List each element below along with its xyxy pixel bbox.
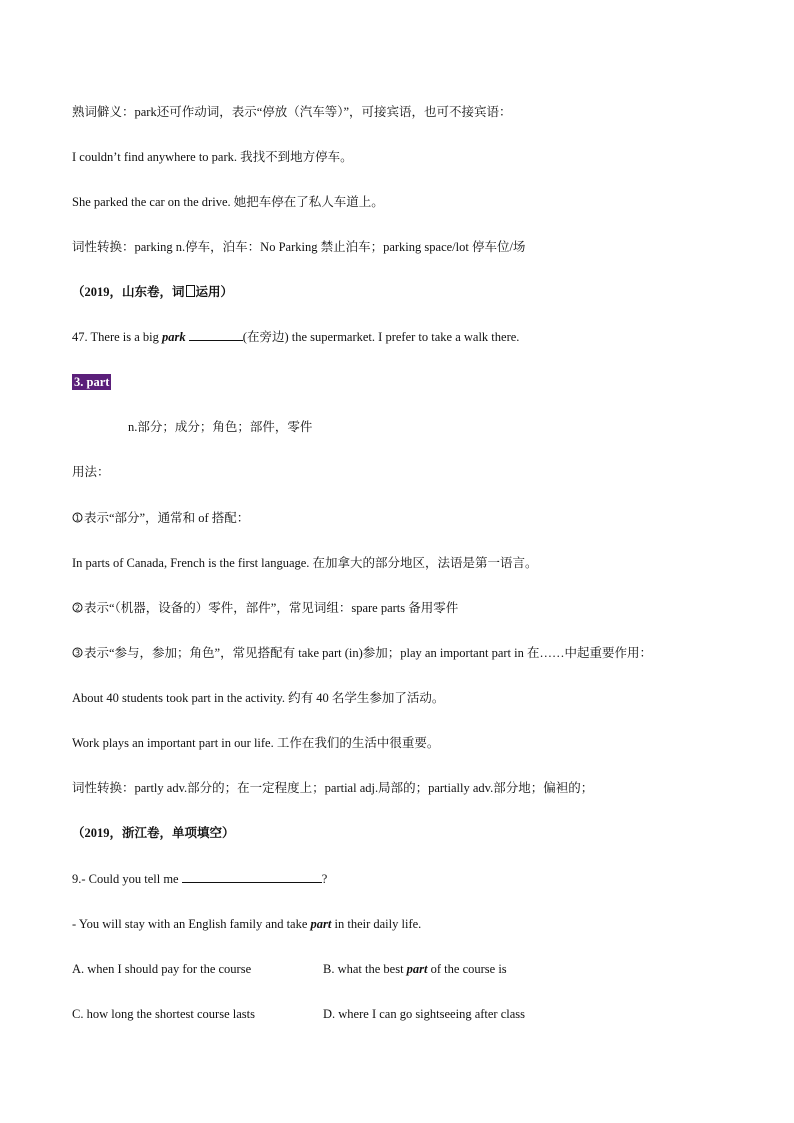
exam-tag-text-1: （2019，山东卷，词: [72, 285, 185, 299]
question-keyword: park: [162, 330, 186, 344]
option-d: D. where I can go sightseeing after class: [323, 1007, 526, 1021]
svg-text:2: 2: [74, 603, 81, 613]
usage-label: 用法：: [72, 465, 110, 479]
usage-3-example-2: Work plays an important part in our life. 工作在我们的生活中很重要。: [72, 736, 440, 750]
part-exam-tag: （2019，浙江卷，单项填空）: [72, 826, 235, 840]
part-answer-line: [72, 916, 764, 932]
option-b-suffix: of the course is: [427, 962, 507, 976]
question-prefix: 9.- Could you tell me: [72, 872, 182, 886]
part-question: [72, 871, 764, 887]
park-example-1: I couldn’t find anywhere to park. 我找不到地方停车。: [72, 150, 353, 164]
answer-blank: [189, 329, 243, 341]
usage-3-text: 表示“参与，参加；角色”，常见搭配有 take part (in)参加；play an important part in 在……中起重要作用：: [84, 646, 652, 660]
exam-tag-text-2: 运用）: [195, 285, 234, 299]
option-b: [323, 961, 507, 977]
park-note-line: 熟词僻义：park还可作动词，表示“停放（汽车等）”，可接宾语，也可不接宾语：: [72, 105, 512, 119]
usage-2-text: 表示“（机器，设备的）零件，部件”，常见词组：spare parts 备用零件: [84, 601, 459, 615]
part-conversion: 词性转换：partly adv.部分的；在一定程度上；partial adj.局部的；partially adv.部分地；偏袒的；: [72, 781, 594, 795]
options-row-2: [72, 1006, 764, 1022]
circled-number-3-icon: [72, 647, 83, 658]
usage-2: [72, 600, 764, 616]
svg-text:1: 1: [74, 513, 81, 523]
park-question: [72, 329, 764, 345]
answer-suffix: in their daily life.: [331, 917, 422, 931]
question-prefix: 47. There is a big: [72, 330, 163, 344]
usage-3: [72, 645, 764, 661]
option-c: C. how long the shortest course lasts: [72, 1007, 255, 1021]
usage-3-example-1: About 40 students took part in the activity. 约有 40 名学生参加了活动。: [72, 691, 445, 705]
options-row-1: [72, 961, 764, 977]
usage-1-text: 表示“部分”，通常和 of 搭配：: [84, 511, 250, 525]
usage-1-example: In parts of Canada, French is the first language. 在加拿大的部分地区，法语是第一语言。: [72, 556, 538, 570]
option-b-keyword: part: [406, 962, 428, 976]
part-heading: 3. part: [74, 375, 110, 389]
part-heading-row: [72, 374, 764, 390]
question-suffix: ?: [321, 872, 328, 886]
question-hint: (在旁边) the supermarket. I prefer to take a walk there.: [242, 330, 520, 344]
usage-1: [72, 510, 764, 526]
svg-text:3: 3: [74, 648, 81, 658]
answer-blank: [182, 871, 322, 883]
missing-glyph-box: [186, 285, 195, 297]
circled-number-1-icon: [72, 512, 83, 523]
park-example-2: She parked the car on the drive. 她把车停在了私人车道上。: [72, 195, 384, 209]
park-exam-tag: [72, 284, 764, 300]
answer-prefix: - You will stay with an English family and take: [72, 917, 311, 931]
part-definition: n.部分；成分；角色；部件，零件: [128, 420, 313, 434]
option-a: A. when I should pay for the course: [72, 962, 252, 976]
park-conversion: 词性转换：parking n.停车，泊车：No Parking 禁止泊车；parking space/lot 停车位/场: [72, 240, 526, 254]
option-b-prefix: B. what the best: [323, 962, 407, 976]
answer-keyword: part: [310, 917, 332, 931]
circled-number-2-icon: [72, 602, 83, 613]
